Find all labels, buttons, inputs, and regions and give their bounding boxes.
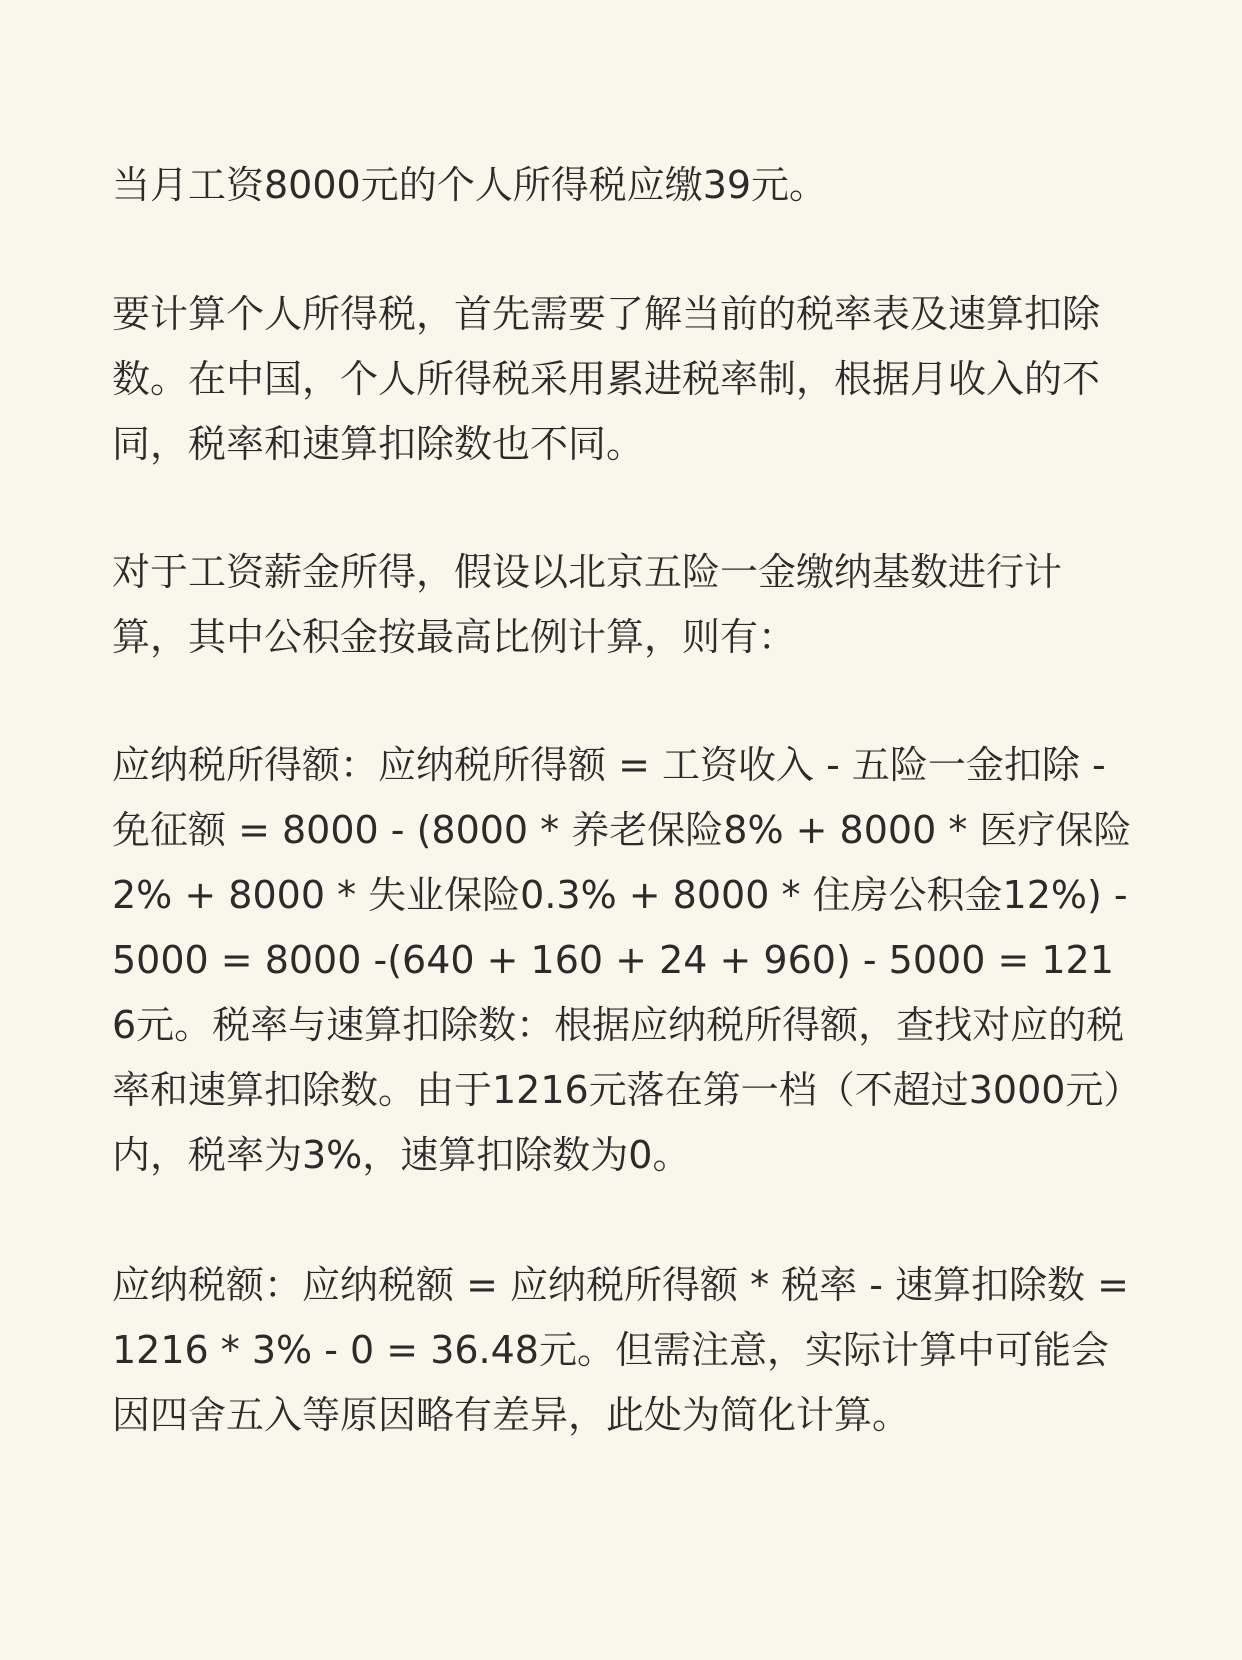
tax-rate-intro-paragraph: 要计算个人所得税，首先需要了解当前的税率表及速算扣除数。在中国，个人所得税采用累进税率制，根据月收入的不同，税率和速算扣除数也不同。: [112, 292, 1101, 466]
taxable-income-paragraph: 应纳税所得额：应纳税所得额 = 工资收入 - 五险一金扣除 - 免征额 = 8000 - (8000 * 养老保险8% + 8000 * 医疗保险2% + 8000 * 失业保险0.3% + 8000 * 住房公积金12%) - 5000 = 8000 -(640 + 160 + 24 + 960) - 5000 = 1216元。税率与速算扣除数：根据应纳税所得额，查找对应的税率和速算扣除数。由于1216元落在第一档（不超过3000元）内，税率为3%，速算扣除数为0。: [112, 743, 1132, 1177]
tax-payable-paragraph: 应纳税额：应纳税额 = 应纳税所得额 * 税率 - 速算扣除数 = 1216 * 3% - 0 = 36.48元。但需注意，实际计算中可能会因四舍五入等原因略有差异，此处为简化计算。: [112, 1263, 1129, 1437]
assumption-paragraph: 对于工资薪金所得，假设以北京五险一金缴纳基数进行计算，其中公积金按最高比例计算，则有：: [112, 550, 1063, 659]
summary-paragraph: 当月工资8000元的个人所得税应缴39元。: [112, 163, 828, 207]
